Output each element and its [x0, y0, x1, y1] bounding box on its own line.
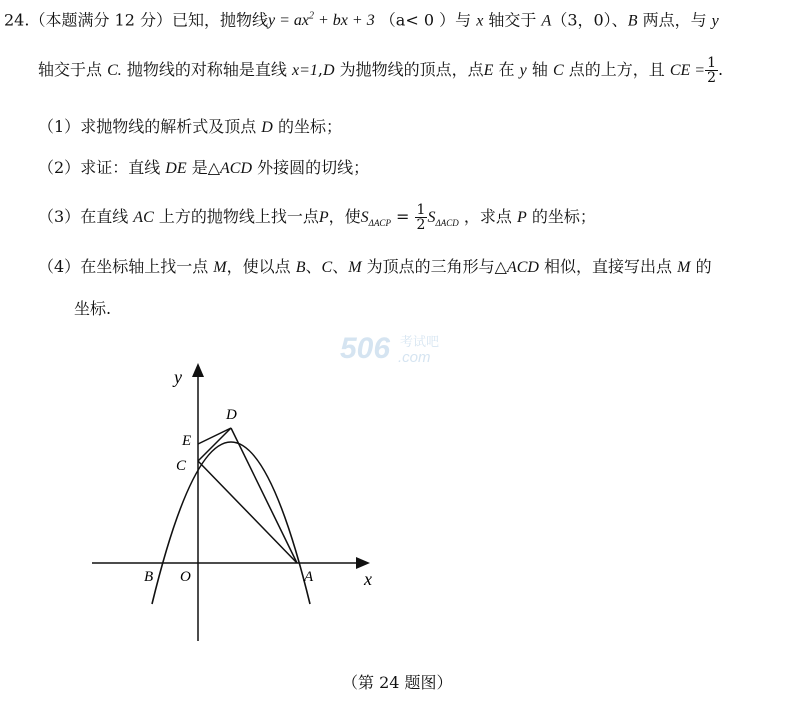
y-axis-arrow	[192, 363, 204, 377]
problem-line-1: 24.（本题满分 12 分）已知，抛物线$y = ax^2$ + bx + 3 （a< 0 ）与 x 轴交于 A（3，0）、B 两点，与 y	[4, 10, 719, 30]
segment-DA	[231, 428, 297, 563]
x-axis-arrow	[356, 557, 370, 569]
question-4: （4）在坐标轴上找一点 M，使以点 B、C、M 为顶点的三角形与△ACD 相似，直接写出点 M 的	[38, 257, 712, 276]
segment-DE	[198, 428, 231, 444]
problem-line-2: 轴交于点 C. 抛物线的对称轴是直线 x=1,D 为抛物线的顶点，点E 在 y 轴 C 点的上方，且 CE = $\frac{1}{2}$ .	[38, 55, 724, 86]
label-E: E	[182, 433, 192, 449]
problem-number: 24.	[4, 10, 30, 30]
label-B: B	[144, 569, 154, 585]
question-2: （2）求证：直线 DE 是△ACD 外接圆的切线；	[38, 158, 370, 177]
figure-caption: （第 24 题图）	[342, 673, 453, 692]
q3-fraction: $\frac{1}{2}$	[416, 202, 426, 233]
segment-CD	[198, 428, 231, 461]
question-3: （3）在直线 AC 上方的抛物线上找一点P，使$S_{\Delta ACP}$ = $\frac{1}{2}$ $S_{\Delta ACD}$ ，求点 P 的坐标；	[38, 202, 596, 233]
watermark-cn: 考试吧	[400, 335, 440, 350]
ce-fraction: $\frac{1}{2}$	[707, 55, 716, 86]
equation: $y = ax^2$ + bx + 3	[268, 11, 375, 30]
label-C: C	[176, 458, 187, 474]
label-A: A	[304, 569, 314, 585]
label-y: y	[174, 367, 182, 387]
watermark-domain: .com	[398, 349, 431, 366]
label-D: D	[226, 407, 237, 423]
watermark-brand: 506	[340, 332, 391, 365]
parabola-figure	[80, 345, 410, 655]
label-x: x	[364, 569, 372, 589]
question-1: （1）求抛物线的解析式及顶点 D 的坐标；	[38, 117, 342, 136]
question-4-line-2: 坐标.	[74, 299, 112, 318]
label-O: O	[180, 569, 191, 585]
